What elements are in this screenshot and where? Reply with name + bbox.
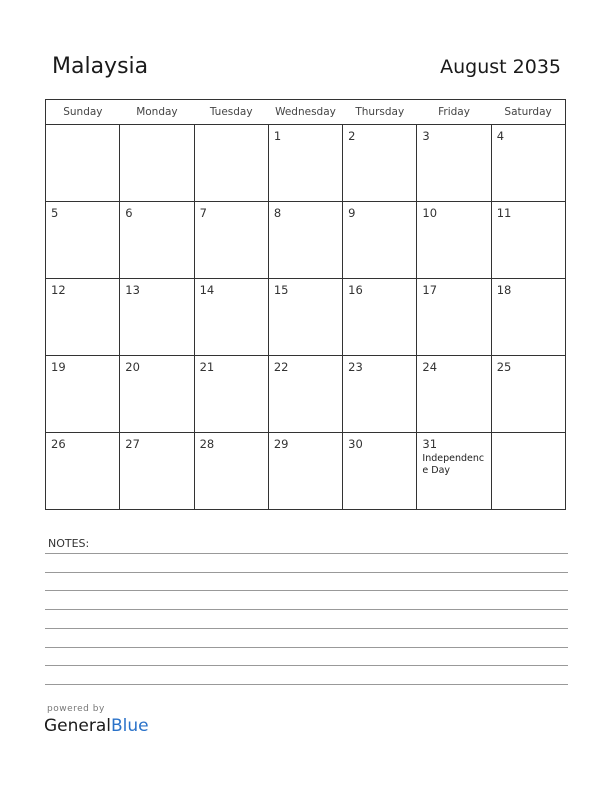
- week-row: [46, 279, 566, 356]
- day-cell-30: [343, 433, 417, 510]
- day-cell-20: [120, 356, 194, 433]
- day-number: 9: [348, 206, 356, 220]
- day-cell-24: [417, 356, 491, 433]
- day-number: 14: [199, 283, 215, 297]
- day-number: 5: [51, 206, 59, 220]
- note-line: [45, 684, 568, 685]
- day-cell-15: [268, 279, 342, 356]
- day-number: [195, 125, 268, 129]
- day-cell-1: [268, 125, 342, 202]
- day-cell-11: [491, 202, 565, 279]
- day-number: [120, 125, 193, 129]
- day-number: 27: [125, 437, 140, 451]
- day-cell-3: [417, 125, 491, 202]
- day-number: 17: [422, 283, 438, 297]
- week-row: [46, 356, 566, 433]
- day-number: 12: [51, 283, 66, 297]
- day-cell-12: [46, 279, 120, 356]
- day-cell-8: [268, 202, 342, 279]
- day-cell-28: [194, 433, 268, 510]
- month-year-title: August 2035: [440, 56, 561, 78]
- day-number: 13: [125, 283, 140, 297]
- day-number: 11: [496, 206, 512, 220]
- day-cell-13: [120, 279, 194, 356]
- day-number: 10: [422, 206, 438, 220]
- weekday-header-row: [46, 100, 566, 125]
- week-row: [46, 202, 566, 279]
- day-number: [46, 125, 119, 129]
- day-number: 15: [273, 283, 289, 297]
- day-cell-7: [194, 202, 268, 279]
- day-cell-22: [268, 356, 342, 433]
- day-cell-27: [120, 433, 194, 510]
- holiday-label: Independence Day: [422, 453, 485, 476]
- weekday-saturday: Saturday: [491, 100, 565, 125]
- day-number: 28: [199, 437, 215, 451]
- week-row: [46, 433, 566, 510]
- day-cell-6: [120, 202, 194, 279]
- note-line: [45, 647, 568, 648]
- day-cell-2: [343, 125, 417, 202]
- day-number: 1: [273, 129, 282, 143]
- day-number: 2: [348, 129, 356, 143]
- day-cell-21: [194, 356, 268, 433]
- day-number: 29: [273, 437, 289, 451]
- notes-label: NOTES:: [48, 537, 90, 550]
- weekday-friday: Friday: [417, 100, 491, 125]
- weekday-tuesday: Tuesday: [194, 100, 268, 125]
- day-number: 7: [199, 206, 207, 220]
- day-cell-9: [343, 202, 417, 279]
- day-number: 18: [496, 283, 512, 297]
- day-cell-5: [46, 202, 120, 279]
- empty-day-cell: [194, 125, 268, 202]
- day-cell-23: [343, 356, 417, 433]
- day-number: 22: [273, 360, 289, 374]
- generalblue-logo[interactable]: [44, 716, 149, 736]
- logo-general: General: [44, 716, 111, 736]
- day-cell-25: [491, 356, 565, 433]
- day-number: 21: [199, 360, 215, 374]
- day-number: 8: [273, 206, 282, 220]
- note-line: [45, 628, 568, 629]
- day-number: 3: [422, 129, 430, 143]
- note-line: [45, 609, 568, 610]
- day-cell-16: [343, 279, 417, 356]
- day-number: 26: [51, 437, 66, 451]
- empty-day-cell: [120, 125, 194, 202]
- day-number: 20: [125, 360, 140, 374]
- day-number: 24: [422, 360, 438, 374]
- weekday-thursday: Thursday: [343, 100, 417, 125]
- day-number: 16: [348, 283, 363, 297]
- empty-day-cell: [491, 433, 565, 510]
- note-line: [45, 665, 568, 666]
- day-number: 30: [348, 437, 363, 451]
- weekday-wednesday: Wednesday: [268, 100, 342, 125]
- note-line: [45, 590, 568, 591]
- empty-day-cell: [46, 125, 120, 202]
- day-cell-29: [268, 433, 342, 510]
- note-line: [45, 572, 568, 573]
- day-cell-4: [491, 125, 565, 202]
- logo-blue: Blue: [111, 716, 149, 736]
- day-cell-31: [417, 433, 491, 510]
- country-title: Malaysia: [52, 54, 149, 79]
- day-cell-17: [417, 279, 491, 356]
- day-number: 25: [496, 360, 512, 374]
- day-number: 23: [348, 360, 363, 374]
- day-cell-19: [46, 356, 120, 433]
- day-number: 19: [51, 360, 66, 374]
- note-line: [45, 553, 568, 554]
- week-row: [46, 125, 566, 202]
- powered-by-text: powered by: [47, 704, 105, 714]
- calendar-grid: [45, 99, 566, 510]
- weekday-monday: Monday: [120, 100, 194, 125]
- weekday-sunday: Sunday: [46, 100, 120, 125]
- day-cell-14: [194, 279, 268, 356]
- day-cell-26: [46, 433, 120, 510]
- day-number: 6: [125, 206, 133, 220]
- day-number: 4: [496, 129, 505, 143]
- day-cell-10: [417, 202, 491, 279]
- day-cell-18: [491, 279, 565, 356]
- day-number: [492, 433, 565, 437]
- day-number: 31: [422, 437, 438, 451]
